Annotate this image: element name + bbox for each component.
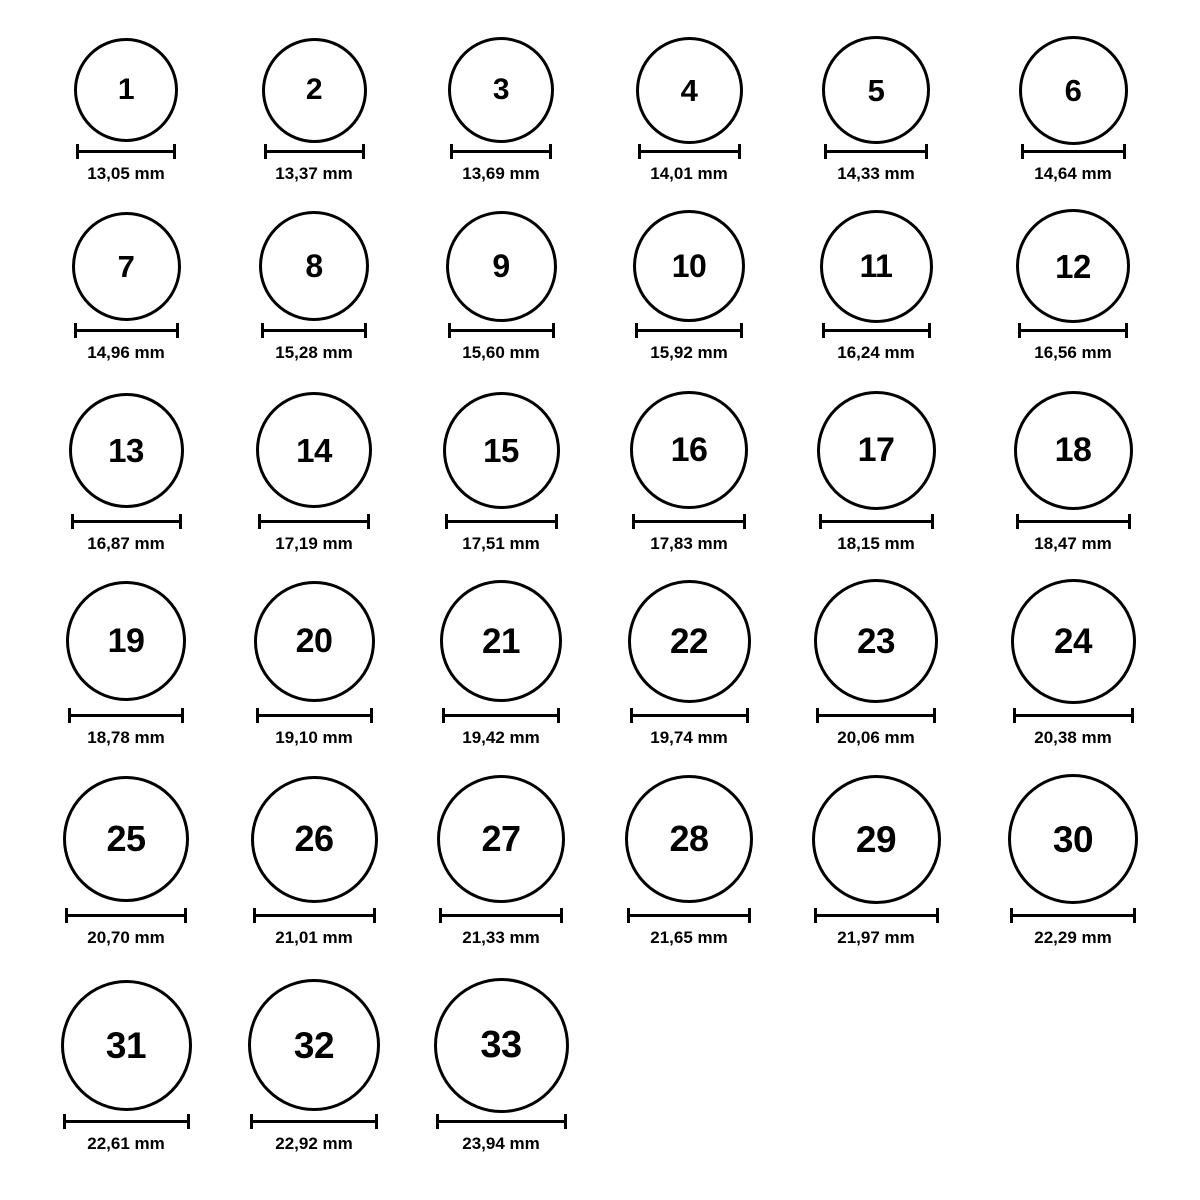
measure-cap-right bbox=[1131, 708, 1134, 723]
measure-line bbox=[627, 914, 751, 917]
measure-line bbox=[68, 714, 184, 717]
ring-size-item bbox=[411, 392, 591, 553]
measure-line bbox=[261, 329, 367, 332]
measure-line bbox=[63, 1120, 190, 1123]
ring-diameter-label: 21,65 mm bbox=[650, 928, 728, 947]
ring-circle bbox=[434, 978, 569, 1113]
measure-cap-left bbox=[74, 323, 77, 338]
ring-size-number: 29 bbox=[855, 818, 897, 860]
measure-cap-left bbox=[814, 908, 817, 923]
ring-diameter-label: 21,97 mm bbox=[837, 928, 915, 947]
measure-cap-left bbox=[65, 908, 68, 923]
measure-cap-left bbox=[1010, 908, 1013, 923]
measure-bar bbox=[1010, 908, 1136, 922]
measure-cap-right bbox=[173, 144, 176, 159]
measure-cap-left bbox=[632, 514, 635, 529]
measure-line bbox=[1016, 520, 1131, 523]
ring-circle bbox=[630, 391, 748, 509]
measure-line bbox=[264, 150, 365, 153]
measure-cap-right bbox=[746, 708, 749, 723]
ring-size-number: 19 bbox=[107, 622, 145, 660]
ring-size-number: 12 bbox=[1055, 247, 1091, 285]
ring-size-item bbox=[36, 776, 216, 946]
measure-cap-right bbox=[187, 1114, 190, 1129]
measure-bar bbox=[1016, 514, 1131, 528]
ring-diameter-label: 21,01 mm bbox=[275, 928, 353, 947]
measure-cap-left bbox=[442, 708, 445, 723]
ring-diameter-label: 18,47 mm bbox=[1034, 534, 1112, 553]
ring-size-number: 26 bbox=[294, 818, 334, 859]
measure-bar bbox=[627, 908, 751, 922]
measure-bar bbox=[256, 708, 373, 722]
measure-cap-right bbox=[373, 908, 376, 923]
ring-size-number: 2 bbox=[305, 73, 323, 106]
ring-size-item bbox=[411, 580, 591, 746]
ring-circle bbox=[72, 212, 181, 321]
ring-size-item bbox=[599, 391, 779, 552]
ring-size-number: 18 bbox=[1054, 431, 1092, 469]
ring-size-item bbox=[599, 580, 779, 747]
measure-line bbox=[1010, 914, 1136, 917]
ring-circle bbox=[440, 580, 562, 702]
measure-cap-left bbox=[258, 514, 261, 529]
ring-size-item bbox=[983, 209, 1163, 361]
ring-diameter-label: 14,01 mm bbox=[650, 164, 728, 183]
ring-size-number: 23 bbox=[857, 621, 895, 661]
measure-line bbox=[630, 714, 749, 717]
measure-bar bbox=[635, 323, 743, 337]
ring-size-number: 25 bbox=[106, 818, 146, 859]
ring-size-item bbox=[36, 38, 216, 182]
measure-bar bbox=[253, 908, 376, 922]
ring-diameter-label: 14,33 mm bbox=[837, 164, 915, 183]
measure-bar bbox=[258, 514, 370, 528]
ring-size-number: 13 bbox=[108, 431, 144, 469]
measure-cap-left bbox=[439, 908, 442, 923]
measure-cap-left bbox=[627, 908, 630, 923]
measure-cap-left bbox=[448, 323, 451, 338]
measure-line bbox=[814, 914, 939, 917]
measure-bar bbox=[261, 323, 367, 337]
ring-size-number: 33 bbox=[480, 1024, 522, 1066]
ring-diameter-label: 18,15 mm bbox=[837, 534, 915, 553]
ring-circle bbox=[443, 392, 560, 509]
ring-circle bbox=[437, 775, 565, 903]
measure-cap-right bbox=[364, 323, 367, 338]
ring-circle bbox=[636, 37, 743, 144]
measure-line bbox=[65, 914, 187, 917]
ring-size-number: 11 bbox=[859, 248, 893, 284]
measure-bar bbox=[68, 708, 184, 722]
ring-size-item bbox=[599, 775, 779, 946]
measure-cap-left bbox=[638, 144, 641, 159]
ring-diameter-label: 17,51 mm bbox=[462, 534, 540, 553]
measure-cap-right bbox=[555, 514, 558, 529]
ring-diameter-label: 15,92 mm bbox=[650, 343, 728, 362]
ring-diameter-label: 13,37 mm bbox=[275, 164, 353, 183]
measure-cap-right bbox=[1128, 514, 1131, 529]
ring-size-number: 1 bbox=[117, 73, 135, 106]
measure-line bbox=[816, 714, 936, 717]
ring-size-number: 31 bbox=[105, 1024, 147, 1066]
measure-bar bbox=[436, 1114, 567, 1128]
ring-diameter-label: 20,38 mm bbox=[1034, 728, 1112, 747]
ring-circle bbox=[633, 210, 745, 322]
ring-circle bbox=[1014, 391, 1133, 510]
measure-bar bbox=[638, 144, 741, 158]
ring-size-number: 27 bbox=[481, 818, 521, 859]
ring-diameter-label: 19,74 mm bbox=[650, 728, 728, 747]
ring-size-number: 14 bbox=[296, 431, 332, 469]
ring-size-item bbox=[224, 776, 404, 947]
ring-size-item bbox=[983, 391, 1163, 553]
ring-diameter-label: 21,33 mm bbox=[462, 928, 540, 947]
measure-cap-left bbox=[63, 1114, 66, 1129]
ring-size-item bbox=[983, 774, 1163, 946]
ring-size-number: 15 bbox=[483, 431, 519, 469]
ring-circle bbox=[822, 36, 930, 144]
measure-cap-left bbox=[630, 708, 633, 723]
measure-bar bbox=[442, 708, 560, 722]
measure-cap-right bbox=[557, 708, 560, 723]
ring-diameter-label: 15,28 mm bbox=[275, 343, 353, 362]
ring-diameter-label: 23,94 mm bbox=[462, 1134, 540, 1153]
measure-bar bbox=[819, 514, 934, 528]
ring-circle bbox=[61, 980, 192, 1111]
measure-bar bbox=[445, 514, 558, 528]
measure-cap-right bbox=[748, 908, 751, 923]
measure-cap-left bbox=[445, 514, 448, 529]
ring-size-item bbox=[36, 393, 216, 553]
measure-cap-left bbox=[71, 514, 74, 529]
ring-diameter-label: 22,29 mm bbox=[1034, 928, 1112, 947]
ring-size-number: 8 bbox=[305, 248, 323, 284]
ring-size-item bbox=[786, 775, 966, 947]
ring-size-number: 16 bbox=[670, 431, 708, 469]
measure-cap-left bbox=[76, 144, 79, 159]
ring-size-number: 4 bbox=[680, 72, 698, 108]
ring-size-item bbox=[786, 579, 966, 746]
measure-bar bbox=[630, 708, 749, 722]
ring-circle bbox=[259, 211, 369, 321]
ring-diameter-label: 14,64 mm bbox=[1034, 164, 1112, 183]
measure-line bbox=[450, 150, 552, 153]
ring-size-number: 5 bbox=[867, 72, 885, 108]
ring-size-item bbox=[786, 391, 966, 553]
ring-size-number: 22 bbox=[670, 621, 708, 661]
measure-cap-right bbox=[1125, 323, 1128, 338]
measure-line bbox=[822, 329, 931, 332]
measure-bar bbox=[71, 514, 182, 528]
ring-circle bbox=[251, 776, 378, 903]
ring-size-number: 6 bbox=[1064, 72, 1082, 108]
measure-line bbox=[1018, 329, 1128, 332]
ring-size-number: 7 bbox=[117, 248, 135, 284]
ring-circle bbox=[248, 979, 380, 1111]
ring-circle bbox=[69, 393, 184, 508]
ring-size-number: 24 bbox=[1054, 621, 1092, 661]
measure-cap-left bbox=[68, 708, 71, 723]
ring-circle bbox=[262, 38, 367, 143]
ring-size-number: 30 bbox=[1052, 818, 1094, 860]
measure-line bbox=[256, 714, 373, 717]
ring-size-item bbox=[36, 212, 216, 362]
measure-line bbox=[253, 914, 376, 917]
ring-diameter-label: 19,42 mm bbox=[462, 728, 540, 747]
measure-cap-right bbox=[552, 323, 555, 338]
ring-diameter-label: 19,10 mm bbox=[275, 728, 353, 747]
measure-bar bbox=[816, 708, 936, 722]
ring-circle bbox=[817, 391, 936, 510]
ring-size-number: 10 bbox=[671, 248, 707, 284]
ring-diameter-label: 13,05 mm bbox=[87, 164, 165, 183]
measure-cap-left bbox=[816, 708, 819, 723]
ring-size-item bbox=[224, 581, 404, 747]
ring-circle bbox=[812, 775, 941, 904]
measure-bar bbox=[250, 1114, 378, 1128]
measure-cap-left bbox=[824, 144, 827, 159]
ring-size-item bbox=[786, 36, 966, 182]
measure-line bbox=[74, 329, 179, 332]
measure-cap-right bbox=[375, 1114, 378, 1129]
measure-line bbox=[71, 520, 182, 523]
measure-bar bbox=[76, 144, 176, 158]
measure-line bbox=[824, 150, 928, 153]
measure-bar bbox=[74, 323, 179, 337]
measure-cap-right bbox=[176, 323, 179, 338]
measure-cap-right bbox=[738, 144, 741, 159]
measure-cap-left bbox=[1021, 144, 1024, 159]
measure-cap-left bbox=[253, 908, 256, 923]
measure-bar bbox=[63, 1114, 190, 1128]
measure-bar bbox=[448, 323, 555, 337]
ring-diameter-label: 16,87 mm bbox=[87, 534, 165, 553]
measure-cap-right bbox=[1123, 144, 1126, 159]
ring-diameter-label: 16,24 mm bbox=[837, 343, 915, 362]
measure-line bbox=[258, 520, 370, 523]
ring-size-item bbox=[599, 37, 779, 183]
measure-line bbox=[445, 520, 558, 523]
ring-circle bbox=[814, 579, 938, 703]
measure-cap-right bbox=[740, 323, 743, 338]
measure-bar bbox=[824, 144, 928, 158]
measure-cap-left bbox=[261, 323, 264, 338]
measure-cap-right bbox=[184, 908, 187, 923]
ring-size-item bbox=[411, 775, 591, 946]
measure-cap-left bbox=[256, 708, 259, 723]
ring-size-item bbox=[599, 210, 779, 361]
ring-diameter-label: 18,78 mm bbox=[87, 728, 165, 747]
measure-cap-right bbox=[928, 323, 931, 338]
ring-circle bbox=[448, 37, 554, 143]
ring-size-number: 32 bbox=[293, 1024, 335, 1066]
measure-line bbox=[250, 1120, 378, 1123]
ring-circle bbox=[446, 211, 557, 322]
ring-circle bbox=[1019, 36, 1128, 145]
ring-size-item bbox=[224, 392, 404, 552]
ring-size-number: 21 bbox=[482, 621, 520, 661]
ring-circle bbox=[1011, 579, 1136, 704]
ring-diameter-label: 17,19 mm bbox=[275, 534, 353, 553]
ring-circle bbox=[625, 775, 753, 903]
ring-size-item bbox=[36, 581, 216, 746]
measure-bar bbox=[264, 144, 365, 158]
ring-size-number: 28 bbox=[669, 818, 709, 859]
ring-diameter-label: 17,83 mm bbox=[650, 534, 728, 553]
measure-cap-right bbox=[936, 908, 939, 923]
measure-cap-right bbox=[549, 144, 552, 159]
ring-size-item bbox=[983, 36, 1163, 183]
ring-size-item bbox=[411, 37, 591, 182]
measure-cap-right bbox=[370, 708, 373, 723]
ring-size-number: 3 bbox=[492, 73, 510, 106]
ring-size-item bbox=[224, 38, 404, 183]
ring-size-item bbox=[786, 210, 966, 362]
ring-diameter-label: 14,96 mm bbox=[87, 343, 165, 362]
measure-line bbox=[1013, 714, 1134, 717]
ring-circle bbox=[1008, 774, 1138, 904]
ring-size-item bbox=[36, 980, 216, 1153]
ring-size-number: 17 bbox=[857, 431, 895, 469]
measure-line bbox=[76, 150, 176, 153]
measure-cap-right bbox=[367, 514, 370, 529]
measure-cap-right bbox=[560, 908, 563, 923]
ring-circle bbox=[254, 581, 375, 702]
measure-cap-right bbox=[925, 144, 928, 159]
ring-diameter-label: 16,56 mm bbox=[1034, 343, 1112, 362]
measure-cap-left bbox=[635, 323, 638, 338]
measure-bar bbox=[822, 323, 931, 337]
measure-cap-right bbox=[181, 708, 184, 723]
ring-diameter-label: 22,92 mm bbox=[275, 1134, 353, 1153]
ring-circle bbox=[66, 581, 186, 701]
measure-line bbox=[632, 520, 746, 523]
measure-bar bbox=[814, 908, 939, 922]
ring-size-item bbox=[983, 579, 1163, 747]
measure-bar bbox=[450, 144, 552, 158]
measure-bar bbox=[1018, 323, 1128, 337]
measure-bar bbox=[439, 908, 563, 922]
ring-circle bbox=[820, 210, 933, 323]
measure-cap-left bbox=[450, 144, 453, 159]
measure-cap-left bbox=[1013, 708, 1016, 723]
measure-cap-right bbox=[931, 514, 934, 529]
ring-size-number: 9 bbox=[492, 248, 510, 284]
measure-cap-left bbox=[250, 1114, 253, 1129]
measure-cap-left bbox=[436, 1114, 439, 1129]
ring-diameter-label: 15,60 mm bbox=[462, 343, 540, 362]
measure-bar bbox=[1021, 144, 1126, 158]
measure-cap-left bbox=[264, 144, 267, 159]
measure-cap-right bbox=[362, 144, 365, 159]
measure-line bbox=[436, 1120, 567, 1123]
measure-line bbox=[442, 714, 560, 717]
ring-size-item bbox=[224, 211, 404, 361]
measure-bar bbox=[632, 514, 746, 528]
ring-diameter-label: 20,70 mm bbox=[87, 928, 165, 947]
ring-circle bbox=[1016, 209, 1130, 323]
measure-cap-left bbox=[1016, 514, 1019, 529]
measure-cap-right bbox=[743, 514, 746, 529]
measure-cap-left bbox=[1018, 323, 1021, 338]
ring-circle bbox=[628, 580, 751, 703]
ring-circle bbox=[63, 776, 189, 902]
ring-diameter-label: 22,61 mm bbox=[87, 1134, 165, 1153]
ring-size-item bbox=[224, 979, 404, 1152]
ring-diameter-label: 20,06 mm bbox=[837, 728, 915, 747]
measure-cap-right bbox=[933, 708, 936, 723]
measure-line bbox=[448, 329, 555, 332]
ring-size-number: 20 bbox=[295, 622, 333, 660]
ring-size-item bbox=[411, 211, 591, 362]
measure-cap-left bbox=[822, 323, 825, 338]
measure-cap-right bbox=[1133, 908, 1136, 923]
ring-circle bbox=[256, 392, 372, 508]
measure-line bbox=[819, 520, 934, 523]
measure-cap-right bbox=[564, 1114, 567, 1129]
ring-diameter-label: 13,69 mm bbox=[462, 164, 540, 183]
measure-line bbox=[635, 329, 743, 332]
measure-cap-right bbox=[179, 514, 182, 529]
measure-line bbox=[439, 914, 563, 917]
measure-cap-left bbox=[819, 514, 822, 529]
measure-bar bbox=[65, 908, 187, 922]
ring-circle bbox=[74, 38, 178, 142]
measure-line bbox=[638, 150, 741, 153]
measure-line bbox=[1021, 150, 1126, 153]
ring-size-item bbox=[411, 978, 591, 1153]
measure-bar bbox=[1013, 708, 1134, 722]
